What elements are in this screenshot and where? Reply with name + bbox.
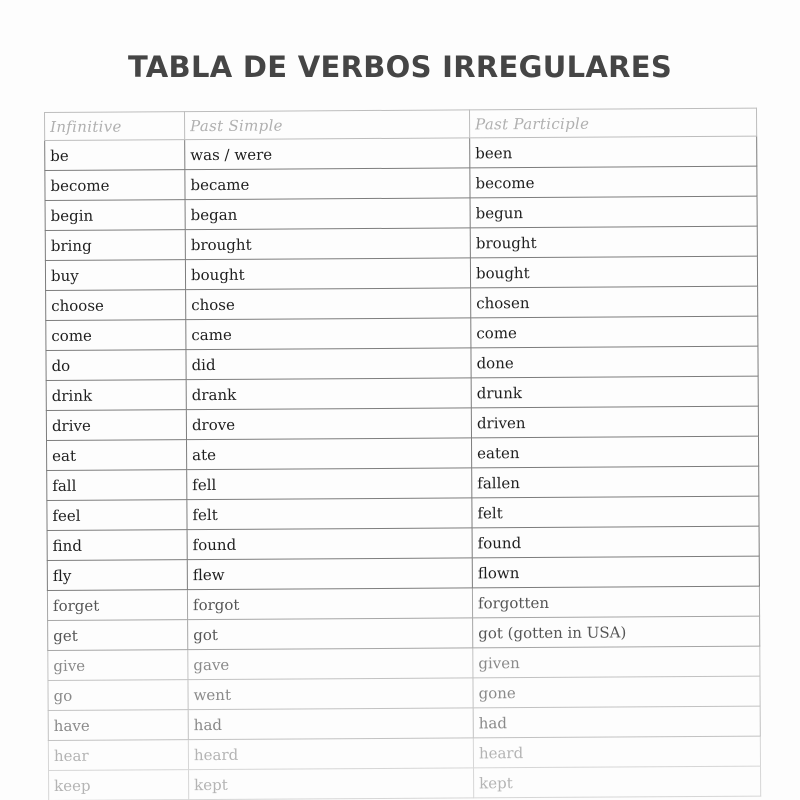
cell-past-participle: chosen [471,286,758,318]
cell-infinitive: get [48,620,188,651]
cell-infinitive: choose [46,290,186,321]
cell-past-participle: begun [470,196,757,228]
cell-past-participle: drunk [471,376,758,408]
table-row [48,706,760,740]
header-past-participle: Past Participle [469,108,756,138]
cell-past-simple: was / were [185,138,470,170]
cell-infinitive: go [48,680,188,711]
table-row [46,316,758,350]
table-row [46,406,758,440]
cell-past-simple: began [185,198,470,230]
cell-past-participle: come [471,316,758,348]
cell-past-simple: heard [188,738,473,770]
cell-past-participle: eaten [471,436,758,468]
table-row [48,616,760,650]
cell-past-participle: bought [470,256,757,288]
table-header-row [45,108,757,140]
table-row [45,166,757,200]
cell-past-simple: felt [187,498,472,530]
cell-infinitive: begin [45,200,185,231]
cell-past-simple: became [185,168,470,200]
cell-infinitive: do [46,350,186,381]
cell-past-simple: fell [187,468,472,500]
table-row [46,286,758,320]
cell-past-participle: fallen [472,466,759,498]
table-row [47,526,759,560]
cell-infinitive: bring [45,230,185,261]
cell-infinitive: become [45,170,185,201]
cell-past-simple: went [188,678,473,710]
cell-past-simple: brought [185,228,470,260]
cell-past-participle: driven [471,406,758,438]
header-past-simple: Past Simple [185,110,470,140]
table-body [45,136,761,800]
cell-past-participle: gone [473,676,760,708]
cell-infinitive: hear [48,740,188,771]
cell-past-simple: kept [189,768,474,800]
cell-past-simple: got [188,618,473,650]
table-row [45,196,757,230]
cell-past-simple: came [186,318,471,350]
cell-past-simple: bought [185,258,470,290]
page-title: TABLA DE VERBOS IRREGULARES [127,50,673,84]
table-row [47,466,759,500]
table-row [46,346,758,380]
cell-past-participle: given [473,646,760,678]
cell-infinitive: feel [47,500,187,531]
table-row [47,586,759,620]
table-row [47,496,759,530]
cell-infinitive: eat [47,440,187,471]
cell-infinitive: buy [45,260,185,291]
cell-past-participle: kept [474,766,761,798]
cell-past-participle: brought [470,226,757,258]
cell-past-simple: ate [187,438,472,470]
cell-infinitive: come [46,320,186,351]
cell-infinitive: be [45,140,185,171]
cell-past-participle: done [471,346,758,378]
cell-past-participle: flown [472,556,759,588]
cell-past-simple: drove [186,408,471,440]
cell-past-participle: become [470,166,757,198]
cell-past-participle: found [472,526,759,558]
table-row [45,256,757,290]
cell-infinitive: find [47,530,187,561]
cell-past-simple: did [186,348,471,380]
table-row [49,766,761,800]
table-row [46,376,758,410]
table-row [48,736,760,770]
table-row [45,136,757,170]
cell-past-participle: been [470,136,757,168]
cell-infinitive: fly [47,560,187,591]
cell-past-simple: chose [186,288,471,320]
table-row [48,646,760,680]
table-row [47,436,759,470]
cell-infinitive: have [48,710,188,741]
irregular-verbs-table [44,108,761,800]
header-infinitive: Infinitive [45,112,185,141]
table-row [47,556,759,590]
cell-infinitive: give [48,650,188,681]
cell-infinitive: forget [47,590,187,621]
cell-past-simple: found [187,528,472,560]
cell-past-simple: drank [186,378,471,410]
cell-past-simple: gave [188,648,473,680]
cell-past-simple: flew [187,558,472,590]
cell-past-participle: felt [472,496,759,528]
cell-past-participle: had [473,706,760,738]
cell-past-participle: heard [473,736,760,768]
cell-infinitive: drink [46,380,186,411]
table-row [45,226,757,260]
cell-past-simple: forgot [187,588,472,620]
cell-past-participle: got (gotten in USA) [473,616,760,648]
cell-past-participle: forgotten [472,586,759,618]
cell-infinitive: drive [46,410,186,441]
cell-infinitive: keep [49,770,189,800]
table-row [48,676,760,710]
cell-infinitive: fall [47,470,187,501]
cell-past-simple: had [188,708,473,740]
